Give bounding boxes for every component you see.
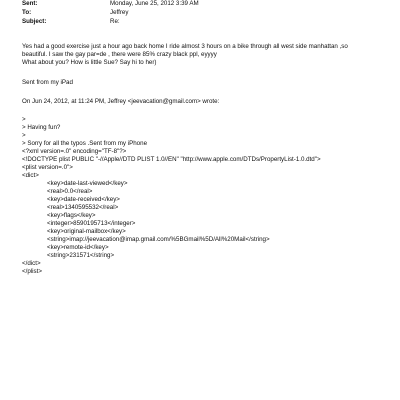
xml-line: <string>imap://jeevacation@imap.gmail.com/%5BGmail%5D/All%20Mail</string> [47,236,270,243]
sent-row [22,0,199,8]
xml-line: <key>original-mailbox</key> [47,228,126,235]
xml-line: <!DOCTYPE plist PUBLIC "-//Apple//DTD PLIST 1.0//EN" "http://www.apple.com/DTDs/PropertyList-1.0.dtd"> [22,156,321,163]
body-line: What about you? How is little Sue? Say hi to her) [22,59,157,66]
subject-label: Subject: [22,18,47,25]
to-label: To: [22,9,32,16]
quoted-intro: On Jun 24, 2012, at 11:24 PM, Jeffrey <jeevacation@gmail.com> wrote: [22,98,220,105]
sent-label: Sent: [22,0,38,7]
xml-line: <key>date-last-viewed</key> [47,180,128,187]
quote-line: > Having fun? [22,124,61,131]
xml-line: <key>remote-id</key> [47,244,109,251]
quote-line: > [22,132,26,139]
body-line: Yes had a good exercise just a hour ago back home I ride almost 3 hours on a bike through all west side manhattan ,so [22,43,348,50]
quote-line: > Sorry for all the typos .Sent from my iPhone [22,140,148,147]
xml-line: <string>231571</string> [47,252,115,259]
xml-line: </plist> [22,268,42,275]
xml-line: <integer>8590195713</integer> [47,220,136,227]
xml-line: <real>1340595532</real> [47,204,119,211]
body-line: beautiful. I saw the gay par=de , there were 85% crazy black ppl, eyyyy [22,51,217,58]
subject-row [22,18,120,26]
xml-line: <dict> [22,172,39,179]
sent-from-line: Sent from my iPad [22,79,73,86]
xml-line: <plist version=.0"> [22,164,73,171]
to-row [22,9,128,17]
to-value: Jeffrey [110,9,129,16]
xml-line: </dict> [22,260,41,267]
subject-value: Re: [110,18,120,25]
quote-line: > [22,116,26,123]
sent-value: Monday, June 25, 2012 3:39 AM [110,0,199,7]
xml-line: <key>flags</key> [47,212,96,219]
xml-line: <real>0.0</real> [47,188,93,195]
xml-line: <key>date-received</key> [47,196,120,203]
xml-line: <?xml version=.0" encoding="TF-8"?> [22,148,127,155]
